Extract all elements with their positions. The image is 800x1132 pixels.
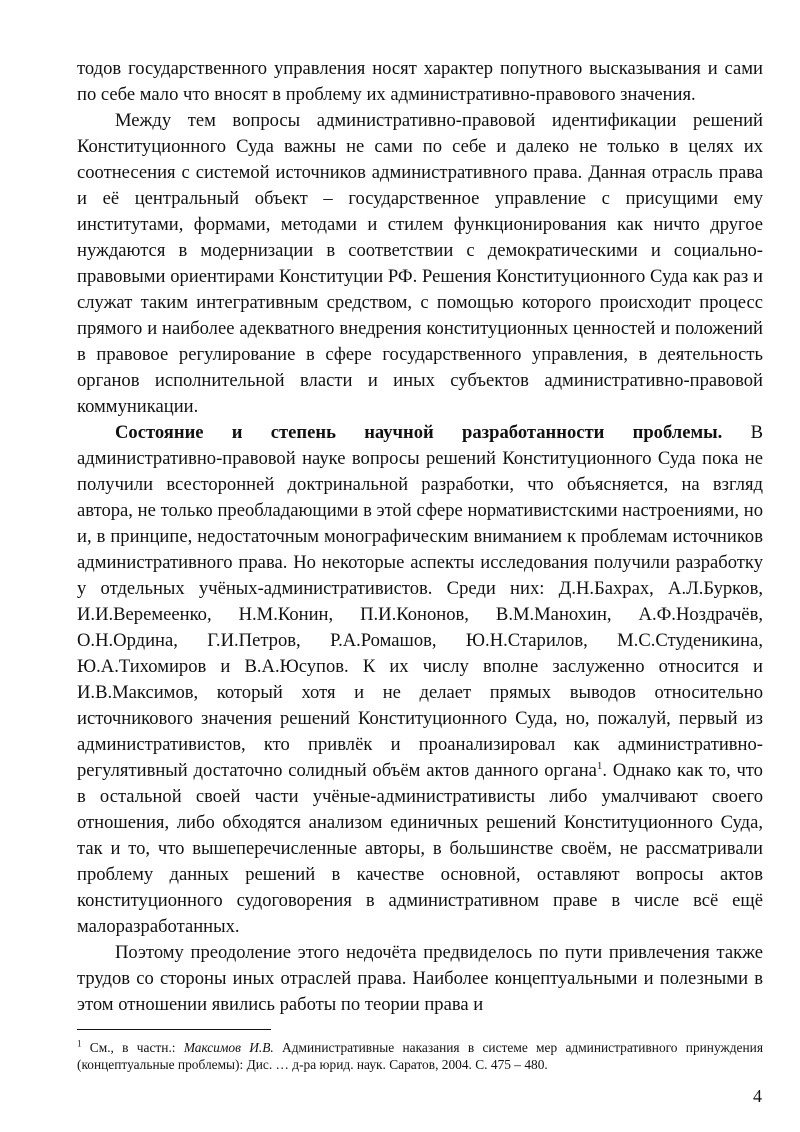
paragraph-overcoming [77,940,763,1018]
paragraph-relevance [77,108,763,420]
paragraph-text-after-footnote: . Однако как то, что в остальной своей части учёные-административисты либо умалчивают своего отношения, либо обходятся анализом единичных решений Конституционного Суда, так и то, что вышеперечисленные авторы, в большинстве своём, не рассматривали проблему данных решений в качестве основной, оставляют вопросы актов конституционного судоговорения в административном праве в числе всё ещё малоразработанных. [77,760,763,937]
paragraph-state-of-research [77,420,763,940]
footnote-prefix: См., в частн.: [81,1040,184,1055]
paragraph-text: В административно-правовой науке вопросы решений Конституционного Суда пока не получили всесторонней доктринальной разработки, что объясняется, на взгляд автора, не только преобладающими в этой сфере нормативистскими настроениями, но и, в принципе, недостаточным монографическим вниманием к проблемам источников административного права. Но некоторые аспекты исследования получили разработку у отдельных учёных-административистов. Среди них: Д.Н.Бахрах, А.Л.Бурков, И.И.Веремеенко, Н.М.Конин, П.И.Кононов, В.М.Манохин, А.Ф.Ноздрачёв, О.Н.Ордина, Г.И.Петров, Р.А.Ромашов, Ю.Н.Старилов, М.С.Студеникина, Ю.А.Тихомиров и В.А.Юсупов. К их числу вполне заслуженно относится и И.В.Максимов, который хотя и не делает прямых выводов относительно источникового значения решений Конституционного Суда, но, пожалуй, первый из административистов, кто привлёк и проанализировал как административно-регулятивный достаточно солидный объём актов данного органа [77,422,763,781]
footnote-author: Максимов И.В. [183,1040,274,1055]
footnote-reference[interactable]: 1 [596,759,603,772]
footnote-citation: Административные наказания в системе мер административного принуждения (концептуальные проблемы): Дис. … д-ра юрид. наук. Саратов, 2004. С. 475 – 480. [77,1040,763,1072]
footnote-marker: 1 [77,1038,82,1049]
footnote [77,1039,763,1073]
page-number: 4 [753,1086,762,1106]
paragraph-text: Поэтому преодоление этого недочёта предвиделось по пути привлечения также трудов со стороны иных отраслей права. Наиболее концептуальными и полезными в этом отношении явились работы по теории права и [77,942,763,1015]
paragraph-text: тодов государственного управления носят характер попутного высказывания и сами по себе мало что вносят в проблему их административно-правового значения. [77,58,763,105]
section-heading: Состояние и степень научной разработанности проблемы. [115,422,723,443]
footnote-separator [77,1029,271,1030]
paragraph-text: Между тем вопросы административно-правовой идентификации решений Конституционного Суда важны не сами по себе и далеко не только в целях их соотнесения с системой источников административного права. Данная отрасль права и её центральный объект – государственное управление с присущими ему институтами, формами, методами и стилем функционирования как ничто другое нуждаются в модернизации в соответствии с демократическими и социально-правовыми ориентирами Конституции РФ. Решения Конституционного Суда как раз и служат таким интегративным средством, с помощью которого происходит процесс прямого и наиболее адекватного внедрения конституционных ценностей и положений в правовое регулирование в сфере государственного управления, в деятельность органов исполнительной власти и иных субъектов административно-правовой коммуникации. [77,110,763,417]
paragraph-continuation [77,56,763,108]
body-text [77,56,763,1018]
